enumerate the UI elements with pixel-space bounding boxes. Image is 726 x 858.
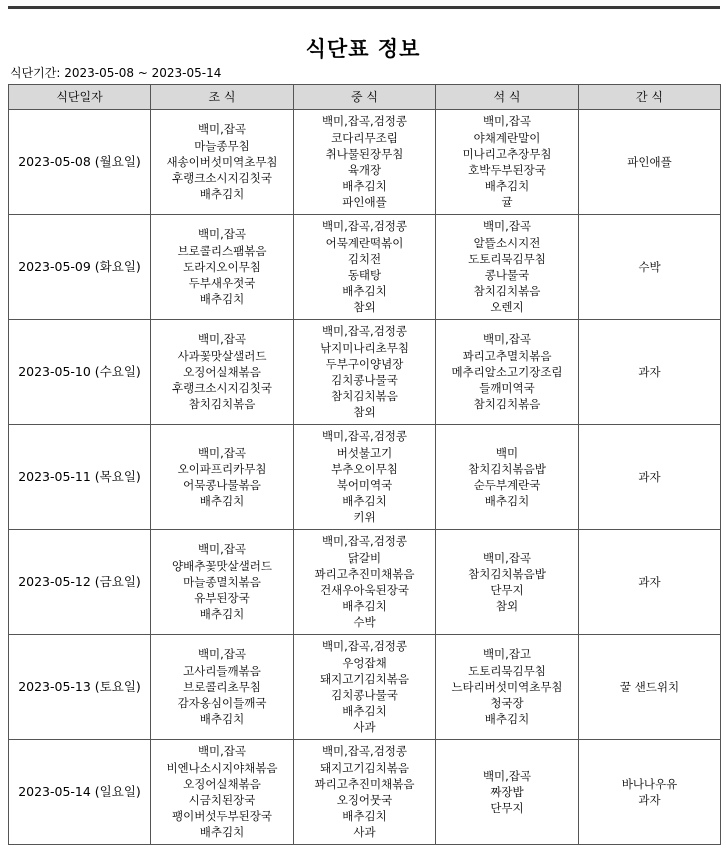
date-cell: 2023-05-11 (목요일) <box>9 425 151 530</box>
lunch-cell <box>294 635 436 740</box>
menu-item: 배추김치 <box>342 494 387 509</box>
menu-item: 꽈리고추진미채볶음 <box>314 566 415 581</box>
table-row <box>9 215 721 320</box>
menu-item: 백미,잡곡 <box>197 647 247 662</box>
menu-item: 배추김치 <box>342 179 387 194</box>
menu-item: 김치콩나물국 <box>331 373 398 387</box>
menu-item: 백미,잡곡 <box>197 332 247 347</box>
menu-item: 두부새우젓국 <box>188 276 256 291</box>
menu-item: 북어미역국 <box>336 478 393 492</box>
menu-item: 짜장밥 <box>490 784 524 799</box>
menu-item: 도라지오이무침 <box>183 259 261 274</box>
menu-item: 마늘종멸치볶음 <box>183 574 261 589</box>
menu-item: 백미,잡곡 <box>197 445 247 460</box>
menu-item: 콩나물국 <box>484 268 530 282</box>
top-rule <box>8 6 720 9</box>
menu-item: 키위 <box>353 510 376 525</box>
breakfast-cell <box>151 320 294 425</box>
date-cell: 2023-05-10 (수요일) <box>9 320 151 425</box>
menu-item: 건새우아욱된장국 <box>320 583 409 597</box>
menu-item: 배추김치 <box>484 712 530 727</box>
menu-item: 귤 <box>501 195 513 210</box>
menu-item: 과자 <box>638 364 661 379</box>
menu-item: 후랭크소시지김칫국 <box>172 381 272 396</box>
date-cell: 2023-05-09 (화요일) <box>9 215 151 320</box>
menu-item: 알뜰소시지전 <box>473 235 541 250</box>
menu-item: 어묵콩나물볶음 <box>183 478 261 492</box>
menu-item: 육개장 <box>347 163 382 177</box>
breakfast-cell <box>151 110 294 215</box>
menu-item: 메추리알소고기장조림 <box>451 364 563 379</box>
header-row <box>9 85 721 110</box>
dinner-cell <box>436 110 579 215</box>
meal-table <box>8 84 721 845</box>
menu-item: 배추김치 <box>484 494 530 509</box>
dinner-cell <box>436 530 579 635</box>
menu-item: 참치김치볶음 <box>331 389 398 404</box>
menu-item: 시금치된장국 <box>188 793 256 807</box>
menu-item: 야채계란말이 <box>473 130 541 145</box>
menu-item: 배추김치 <box>342 284 387 299</box>
lunch-cell <box>294 110 436 215</box>
menu-item: 배추김치 <box>342 599 387 614</box>
menu-item: 도토리묵김무침 <box>468 251 546 266</box>
menu-item: 백미,잡곡 <box>482 550 532 565</box>
menu-item: 양배추꽃맛살샐러드 <box>172 558 272 573</box>
table-row <box>9 110 721 215</box>
menu-item: 단무지 <box>490 801 524 816</box>
snack-cell <box>579 635 721 740</box>
menu-item: 들깨미역국 <box>479 381 535 396</box>
menu-item: 수박 <box>638 259 661 274</box>
menu-item: 백미 <box>495 445 519 460</box>
menu-item: 도토리묵김무침 <box>468 663 546 678</box>
date-cell: 2023-05-14 (일요일) <box>9 740 151 845</box>
menu-item: 고사리들깨볶음 <box>183 663 261 678</box>
dinner-cell <box>436 740 579 845</box>
breakfast-cell <box>151 425 294 530</box>
lunch-cell <box>294 530 436 635</box>
meal-period: 식단기간: 2023-05-08 ~ 2023-05-14 <box>10 66 222 80</box>
menu-item: 참외 <box>353 405 376 420</box>
breakfast-cell <box>151 635 294 740</box>
header-date: 식단일자 <box>9 85 151 110</box>
menu-item: 사과 <box>353 825 376 840</box>
menu-item: 참치김치볶음밥 <box>468 461 546 476</box>
table-row <box>9 740 721 845</box>
menu-item: 미나리고추장무침 <box>462 146 552 161</box>
date-cell: 2023-05-08 (월요일) <box>9 110 151 215</box>
menu-item: 배추김치 <box>199 825 245 840</box>
menu-item: 팽이버섯두부된장국 <box>172 809 272 824</box>
menu-item: 오징어뭇국 <box>336 793 393 807</box>
menu-item: 오이파프리카무침 <box>177 461 267 476</box>
menu-item: 백미,잡곡 <box>482 219 532 234</box>
menu-item: 백미,잡곡,검정콩 <box>321 639 408 654</box>
menu-item: 백미,잡곡,검정콩 <box>321 324 408 339</box>
table-row <box>9 635 721 740</box>
lunch-cell <box>294 320 436 425</box>
menu-item: 단무지 <box>490 583 524 597</box>
menu-item: 순두부계란국 <box>473 478 541 492</box>
menu-item: 김치콩나물국 <box>331 688 398 702</box>
menu-item: 취나물된장무침 <box>325 146 404 161</box>
lunch-cell <box>294 215 436 320</box>
menu-item: 우엉잡채 <box>342 655 387 670</box>
menu-item: 백미,잡곡,검정콩 <box>321 744 408 759</box>
menu-item: 백미,잡곡 <box>482 768 532 783</box>
menu-item: 낚지미나리초무침 <box>320 340 409 355</box>
menu-item: 브로콜리스팸볶음 <box>177 243 267 258</box>
menu-item: 참외 <box>353 300 376 315</box>
menu-item: 백미,잡고 <box>482 647 532 662</box>
table-row <box>9 530 721 635</box>
breakfast-cell <box>151 530 294 635</box>
dinner-cell <box>436 425 579 530</box>
menu-item: 배추김치 <box>199 494 245 509</box>
menu-item: 참치김치볶음 <box>188 397 256 412</box>
menu-item: 배추김치 <box>342 704 387 719</box>
menu-item: 브로콜리초무침 <box>183 679 261 694</box>
menu-item: 부추오이무침 <box>331 461 398 476</box>
menu-item: 감자옹심이들깨국 <box>177 696 267 711</box>
breakfast-cell <box>151 740 294 845</box>
menu-item: 파인애플 <box>342 195 387 210</box>
menu-item: 배추김치 <box>199 712 245 727</box>
menu-item: 닭갈비 <box>347 550 382 565</box>
menu-item: 백미,잡곡,검정콩 <box>321 114 408 129</box>
snack-cell <box>579 110 721 215</box>
menu-item: 마늘종무침 <box>194 138 250 153</box>
menu-item: 배추김치 <box>199 607 245 622</box>
menu-item: 과자 <box>638 793 661 807</box>
header-lunch: 중 식 <box>294 85 436 110</box>
menu-item: 김치전 <box>347 251 382 266</box>
header-dinner: 석 식 <box>436 85 579 110</box>
menu-item: 과자 <box>638 469 661 484</box>
menu-item: 돼지고기김치볶음 <box>320 760 409 775</box>
lunch-cell <box>294 740 436 845</box>
table-row <box>9 425 721 530</box>
menu-item: 백미,잡곡,검정콩 <box>321 534 408 549</box>
menu-item: 수박 <box>353 615 376 630</box>
menu-item: 돼지고기김치볶음 <box>320 671 409 686</box>
menu-item: 파인애플 <box>627 154 672 169</box>
menu-item: 백미,잡곡 <box>197 542 247 557</box>
menu-item: 참치김치볶음 <box>473 397 541 412</box>
header-snack: 간 식 <box>579 85 721 110</box>
table-row <box>9 320 721 425</box>
menu-item: 참치김치볶음 <box>473 284 541 299</box>
menu-item: 느타리버섯미역초무침 <box>451 679 563 694</box>
menu-item: 두부구이양념장 <box>325 356 404 371</box>
snack-cell <box>579 740 721 845</box>
menu-item: 코다리무조림 <box>331 130 398 145</box>
menu-item: 꽈리고추진미채볶음 <box>314 776 415 791</box>
breakfast-cell <box>151 215 294 320</box>
menu-item: 유부된장국 <box>194 591 250 606</box>
date-cell: 2023-05-12 (금요일) <box>9 530 151 635</box>
menu-item: 후랭크소시지김칫국 <box>172 171 272 186</box>
menu-item: 동태탕 <box>347 268 382 282</box>
menu-item: 참치김치볶음밥 <box>468 566 546 581</box>
menu-item: 백미,잡곡,검정콩 <box>321 219 408 234</box>
menu-item: 사과꽃맛살샐러드 <box>177 348 267 363</box>
menu-item: 백미,잡곡,검정콩 <box>321 429 408 444</box>
meal-table-body <box>9 110 721 845</box>
date-cell: 2023-05-13 (토요일) <box>9 635 151 740</box>
snack-cell <box>579 425 721 530</box>
menu-item: 배추김치 <box>484 179 530 194</box>
menu-item: 오징어실채볶음 <box>183 776 261 791</box>
menu-item: 사과 <box>353 720 376 735</box>
menu-item: 백미,잡곡 <box>482 114 532 129</box>
menu-item: 비엔나소시지야채볶음 <box>166 760 278 775</box>
menu-item: 청국장 <box>490 696 524 711</box>
header-breakfast: 조 식 <box>151 85 294 110</box>
menu-item: 과자 <box>638 574 661 589</box>
page-title: 식단표 정보 <box>305 37 421 61</box>
menu-item: 꽈리고추멸치볶음 <box>462 348 552 363</box>
dinner-cell <box>436 320 579 425</box>
menu-item: 호박두부된장국 <box>468 163 546 177</box>
menu-item: 어묵계란떡볶이 <box>325 235 404 250</box>
snack-cell <box>579 530 721 635</box>
menu-item: 바나나우유 <box>621 776 678 791</box>
menu-item: 백미,잡곡 <box>197 227 247 242</box>
snack-cell <box>579 320 721 425</box>
menu-item: 배추김치 <box>199 292 245 307</box>
menu-item: 백미,잡곡 <box>482 332 532 347</box>
menu-item: 배추김치 <box>199 187 245 202</box>
menu-item: 배추김치 <box>342 809 387 824</box>
menu-item: 오징어실채볶음 <box>183 364 261 379</box>
menu-item: 꿀 샌드위치 <box>619 679 680 694</box>
menu-item: 백미,잡곡 <box>197 744 247 759</box>
dinner-cell <box>436 215 579 320</box>
lunch-cell <box>294 425 436 530</box>
menu-item: 백미,잡곡 <box>197 122 247 137</box>
menu-item: 버섯불고기 <box>336 445 393 460</box>
menu-item: 오렌지 <box>490 300 524 315</box>
snack-cell <box>579 215 721 320</box>
menu-item: 참외 <box>495 599 519 614</box>
dinner-cell <box>436 635 579 740</box>
menu-item: 새송이버섯미역초무침 <box>166 154 278 169</box>
